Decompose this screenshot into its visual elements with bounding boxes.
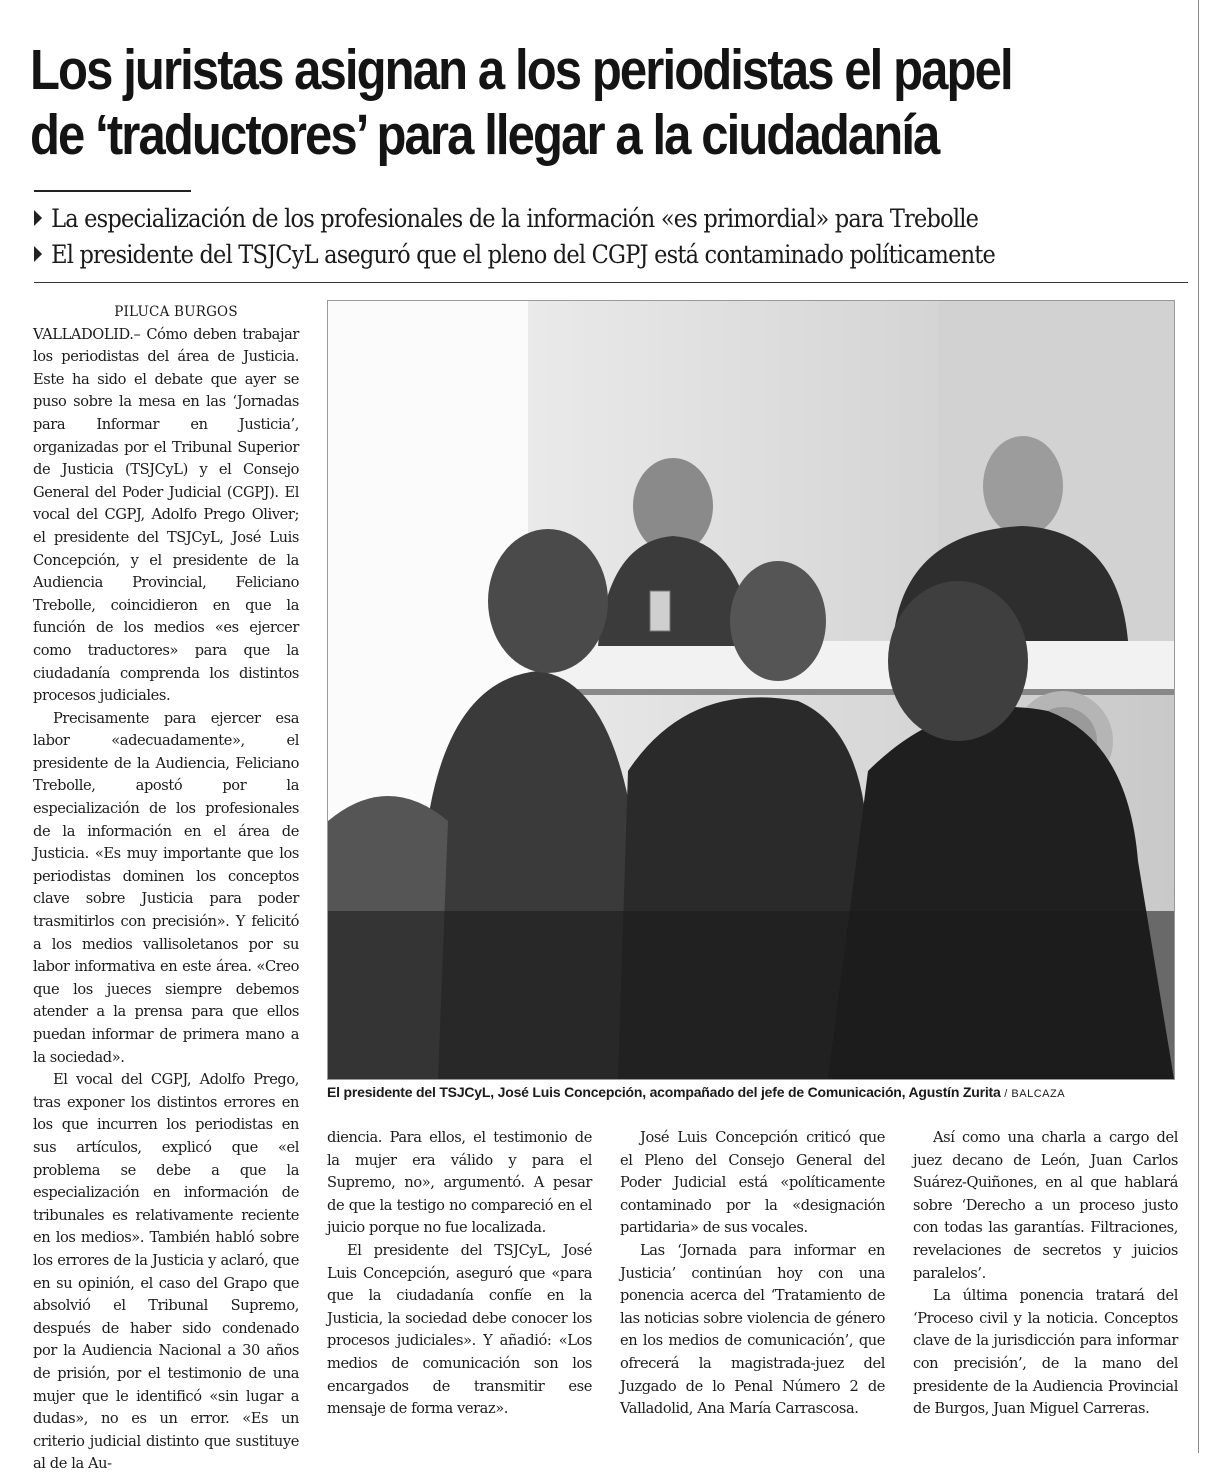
paragraph: Así como una charla a cargo del juez decano de León, Juan Carlos Suárez-Quiñones, en al que hablará sobre ‘Derecho a un proceso justo con todas las garantías. Filtraciones, revelaciones de secretos y juicios paralelos’. [913, 1129, 1178, 1282]
page-edge-line [1198, 0, 1199, 1453]
paragraph: Precisamente para ejercer esa labor «adecuadamente», el presidente de la Audiencia, Feliciano Trebolle, apostó por la especialización de los profesionales de la información en el área de Justicia. «Es muy importante que los periodistas dominen los conceptos clave sobre Justicia para poder trasmitirlos con precisión». Y felicitó a los medios vallisoletanos por su labor informativa en este área. «Creo que los jueces siempre debemos atender a la prensa para que ellos puedan informar de primera mano a la sociedad». [33, 709, 299, 1066]
article-column-1 [33, 301, 299, 1476]
paragraph: José Luis Concepción criticó que el Pleno del Consejo General del Poder Judicial está «políticamente contaminado por la «designación partidaria» de sus vocales. [620, 1129, 885, 1237]
paragraph: La última ponencia tratará del ‘Proceso civil y la noticia. Conceptos clave de la jurisdicción para informar con precisión’, de la mano del presidente de la Audiencia Provincial de Burgos, Juan Miguel Carreras. [913, 1287, 1178, 1418]
paragraph: El presidente del TSJCyL, José Luis Concepción, aseguró que «para que la ciudadanía confíe en la Justicia, la sociedad debe conocer los procesos judiciales». Y añadió: «Los medios de comunicación son los encargados de transmitir ese mensaje de forma veraz». [327, 1241, 592, 1418]
subheadline-2-text: El presidente del TSJCyL aseguró que el pleno del CGPJ está contaminado políticamente [51, 239, 996, 269]
paragraph: Las ‘Jornada para informar en Justicia’ continúan hoy con una ponencia acerca del ‘Tratamiento de las noticias sobre violencia de género en los medios de comunicación’, que ofrecerá la magistrada-juez del Juzgado de lo Penal Número 2 de Valladolid, Ana María Carrascosa. [620, 1241, 885, 1418]
paragraph: El vocal del CGPJ, Adolfo Prego, tras exponer los distintos errores en los que incurren los periodistas en sus artículos, explicó que «el problema se debe a que la especialización en información de tribunales es relativamente reciente en los medios». También habló sobre los errores de la Justicia y aclaró, que en su opinión, el caso del Grapo que absolvió el Tribunal Supremo, después de haber sido condenado por la Audiencia Nacional a 30 años de prisión, por el testimonio de una mujer que le identificó «sin lugar a dudas», no es un error. «Es un criterio judicial distinto que sustituye al de la Au- [33, 1071, 299, 1473]
triangle-bullet-icon [34, 246, 42, 262]
article-column-2 [327, 1127, 592, 1421]
headline-line-2: de ‘traductores’ para llegar a la ciudadanía [30, 103, 939, 167]
article-column-3 [620, 1127, 885, 1421]
subheadline-2 [34, 236, 1078, 272]
triangle-bullet-icon [34, 210, 42, 226]
paragraph: diencia. Para ellos, el testimonio de la mujer era válido y para el Supremo, no», argumentó. A pesar de que la testigo no compareció en el juicio porque no fue localizada. [327, 1129, 592, 1237]
headline-rule [34, 190, 191, 192]
subheadlines [34, 200, 1194, 272]
headline [30, 38, 1028, 168]
paragraph: VALLADOLID.– Cómo deben trabajar los periodistas del área de Justicia. Este ha sido el debate que ayer se puso sobre la mesa en las ‘Jornadas para Informar en Justicia’, organizadas por el Tribunal Superior de Justicia (TSJCyL) y el Consejo General del Poder Judicial (CGPJ). El vocal del CGPJ, Adolfo Prego Oliver; el presidente del TSJCyL, José Luis Concepción, y el presidente de la Audiencia Provincial, Feliciano Trebolle, coincidieron en que la función de los medios «es ejercer como traductores» para que la ciudadanía comprenda los distintos procesos judiciales. [33, 325, 299, 705]
byline: PILUCA BURGOS [114, 304, 238, 320]
headline-line-1: Los juristas asignan a los periodistas el papel [30, 38, 1012, 102]
subheadline-1-text: La especialización de los profesionales de la información «es primordial» para Trebolle [51, 203, 979, 233]
conference-photo-image [328, 301, 1174, 1079]
photo-credit: / BALCAZA [1004, 1088, 1066, 1100]
photo-caption-text: El presidente del TSJCyL, José Luis Concepción, acompañado del jefe de Comunicación, Agustín Zurita [327, 1084, 1001, 1100]
article-column-4 [913, 1127, 1178, 1421]
section-rule [34, 282, 1188, 283]
subheadline-1 [34, 200, 1078, 236]
article-photo [327, 300, 1175, 1080]
photo-caption [327, 1084, 1187, 1100]
